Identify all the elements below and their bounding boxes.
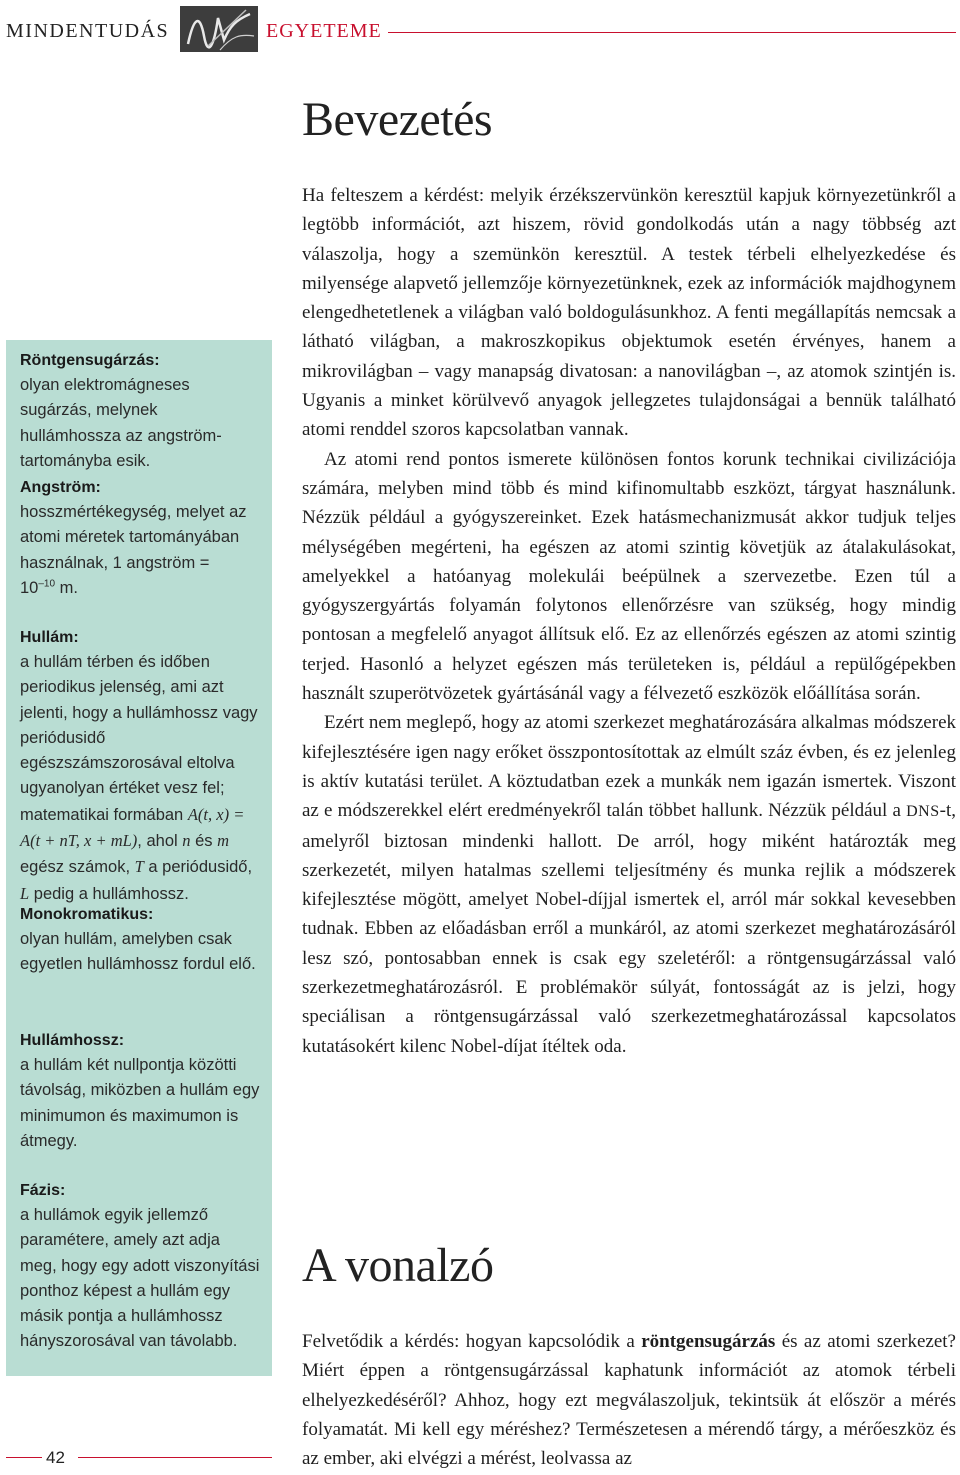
glossary-entry-rontgen (20, 348, 260, 474)
section-title-vonalzo: A vonalzó (302, 1239, 494, 1292)
var-T: T (134, 857, 144, 877)
glossary-def-exponent: –10 (38, 578, 56, 590)
glossary-definition: a hullámok egyik jellemző paramétere, amely azt adja meg, hogy egy adott viszonyítási ponthoz képest a hullám egy másik pontja a hullámhossz hányszorosával van távolabb. (20, 1206, 260, 1351)
glossary-def-text: pedig a hullámhossz. (29, 884, 189, 903)
header-rule (388, 32, 956, 33)
glossary-entry-fazis (20, 1178, 260, 1355)
glossary-term: Angström: (20, 479, 101, 496)
section-body-bevezetes (302, 181, 956, 1061)
glossary-def-base: 10 (20, 578, 39, 597)
glossary-def-text: hosszmértékegység, melyet az atomi méretek tartományában használnak, 1 angström = (20, 503, 247, 572)
paragraph (302, 1327, 956, 1473)
bold-term: röntgensugárzás (641, 1331, 776, 1352)
glossary-def-text: egész számok, (20, 858, 135, 877)
paragraph-text: -t, amelyről biztosan mindenki hallott. De arról, hogy miként határozták meg szerkezetét, milyen hatalmas szellemi teljesítmény és munka rejlik a módszerek kifejlesztése mögött, amelyet Nobel-díjjal ismertek el, arról már sokkal kevesebben tudnak. Ebben az előadásban erről a munkáról, az atomi szerkezet meghatározásáról lesz szó, pontosabban ennek is csak egy szeletéről: a röntgensugárzással való szerkezetmeghatározásról. E problémakör súlyát, fontosságát az is jelzi, hogy speciálisan a röntgensugárzással való szerkezetmeghatározással kapcsolatos kutatásokért kilenc Nobel-díjat ítéltek oda. (302, 800, 956, 1057)
glossary-def-text: , ahol (137, 832, 178, 851)
glossary-definition: olyan elektromágneses sugárzás, melynek hullámhossza az angström-tartományba esik. (20, 376, 222, 470)
var-L: L (20, 883, 30, 903)
glossary-term: Hullám: (20, 629, 79, 646)
brand-logo-icon (180, 6, 258, 52)
glossary-definition (20, 650, 260, 907)
glossary-term: Fázis: (20, 1182, 66, 1199)
page-number: 42 (46, 1448, 65, 1467)
paragraph: Az atomi rend pontos ismerete különösen fontos korunk technikai civilizációja számára, melyben mind több és mind kifinomultabb eszközt, tárgyat használunk. Nézzük például a gyógyszereinket. Ezek hatásmechanizmusát akkor tudjuk teljes mélységében megérteni, ha egészen az atomi szintig követjük az átalakulásokat, amelyekkel a hatóanyag molekulái beépülnek a szervezetbe. Ezen túl a gyógyszergyártás folyamán folytonos ellenőrzésre van szükség, hogy mindig pontosan a megfelelő anyagot állítsuk elő. Ez az ellenőrzés egészen az atomi szintig terjed. Hasonló a helyzet egészen más területeken is, például a repülőgépekben használt szuperötvözetek gyártásánál vagy a félvezető eszközök előállítása során. (302, 448, 956, 705)
glossary-entry-monokromatikus (20, 902, 260, 978)
section-body-vonalzo (302, 1327, 956, 1473)
glossary-definition: olyan hullám, amelyben csak egyetlen hullámhossz fordul elő. (20, 930, 256, 974)
glossary-entry-angstrom (20, 475, 260, 601)
glossary-definition (20, 500, 260, 601)
glossary-def-text: a periódusidő, (143, 858, 253, 877)
glossary-term: Röntgensugárzás: (20, 352, 160, 369)
glossary-def-text: a hullám térben és időben periodikus jelenség, ami azt jelenti, hogy a hullámhossz vagy periódusidő egészszámszorosával eltolva ugyanolyan értéket vesz fel; matematikai formában (20, 653, 258, 824)
section-title-bevezetes: Bevezetés (302, 93, 493, 146)
glossary-sidebar (6, 340, 272, 1376)
dns-abbr: DNS (906, 803, 940, 821)
paragraph (302, 708, 956, 1061)
brand-left-text: MINDENTUDÁS (6, 20, 170, 42)
glossary-definition: a hullám két nullpontja közötti távolság, miközben a hullám egy minimumon és maximumon is átmegy. (20, 1056, 260, 1150)
glossary-entry-hullamhossz (20, 1028, 260, 1154)
paragraph: Ha felteszem a kérdést: melyik érzékszervünkön keresztül kapjuk környezetünkről a legtöbb információt, azt hiszem, rövid gondolkodás után a nagy többség azt válaszolja, hogy a szemünkön keresztül. A testek térbeli elhelyezkedése és milyensége alapvető jellemzője környezetünknek, ezek az információk majdhogynem elengedhetetlenek a világban való boldogulásunkhoz. A fenti megállapítás nemcsak a látható világban, a makroszkopikus objektumok esetén érvényes, hanem a mikrovilágban – vagy manapság divatosan: a nanovilágban –, az atomok szintjén is. Ugyanis a minket körülvevő anyagok jellegzetes tulajdonságai a bennük található atomi renddel szoros kapcsolatban vannak. (302, 185, 956, 441)
glossary-term: Hullámhossz: (20, 1032, 125, 1049)
paragraph-text: Felvetődik a kérdés: hogyan kapcsolódik a (302, 1331, 642, 1352)
paragraph-text: és az atomi szerkezet? Miért éppen a röntgensugárzással kaphatunk információt az atomok térbeli elhelyezkedéséről? Ahhoz, hogy ezt megválaszoljuk, tekintsük át először a mérés folyamatát. Mi kell egy méréshez? Természetesen a mérendő tárgy, a mérőeszköz és az ember, aki elvégzi a mérést, leolvassa az (302, 1331, 956, 1470)
glossary-entry-hullam (20, 625, 260, 907)
footer-rule (78, 1457, 272, 1458)
glossary-def-unit: m. (55, 578, 78, 597)
glossary-term: Monokromatikus: (20, 906, 154, 923)
footer-rule (6, 1457, 42, 1458)
var-n: n (182, 831, 191, 851)
paragraph-text: Ezért nem meglepő, hogy az atomi szerkezet meghatározására alkalmas módszerek kifejlesztésére igen nagy erőket összpontosítottak az elmúlt száz évben, és ez jelenleg is aktív kutatási terület. A köztudatban ezek a munkák nem igazán ismertek. Viszont az e módszerekkel elért eredményekről talán többet hallunk. Nézzük például a (302, 712, 956, 822)
wave-formula: A(t, x) = A(t + nT, x + mL) (20, 804, 245, 851)
brand-right-text: EGYETEME (266, 20, 382, 42)
glossary-def-text: és (190, 832, 218, 851)
var-m: m (217, 831, 230, 851)
page-header (0, 0, 960, 60)
